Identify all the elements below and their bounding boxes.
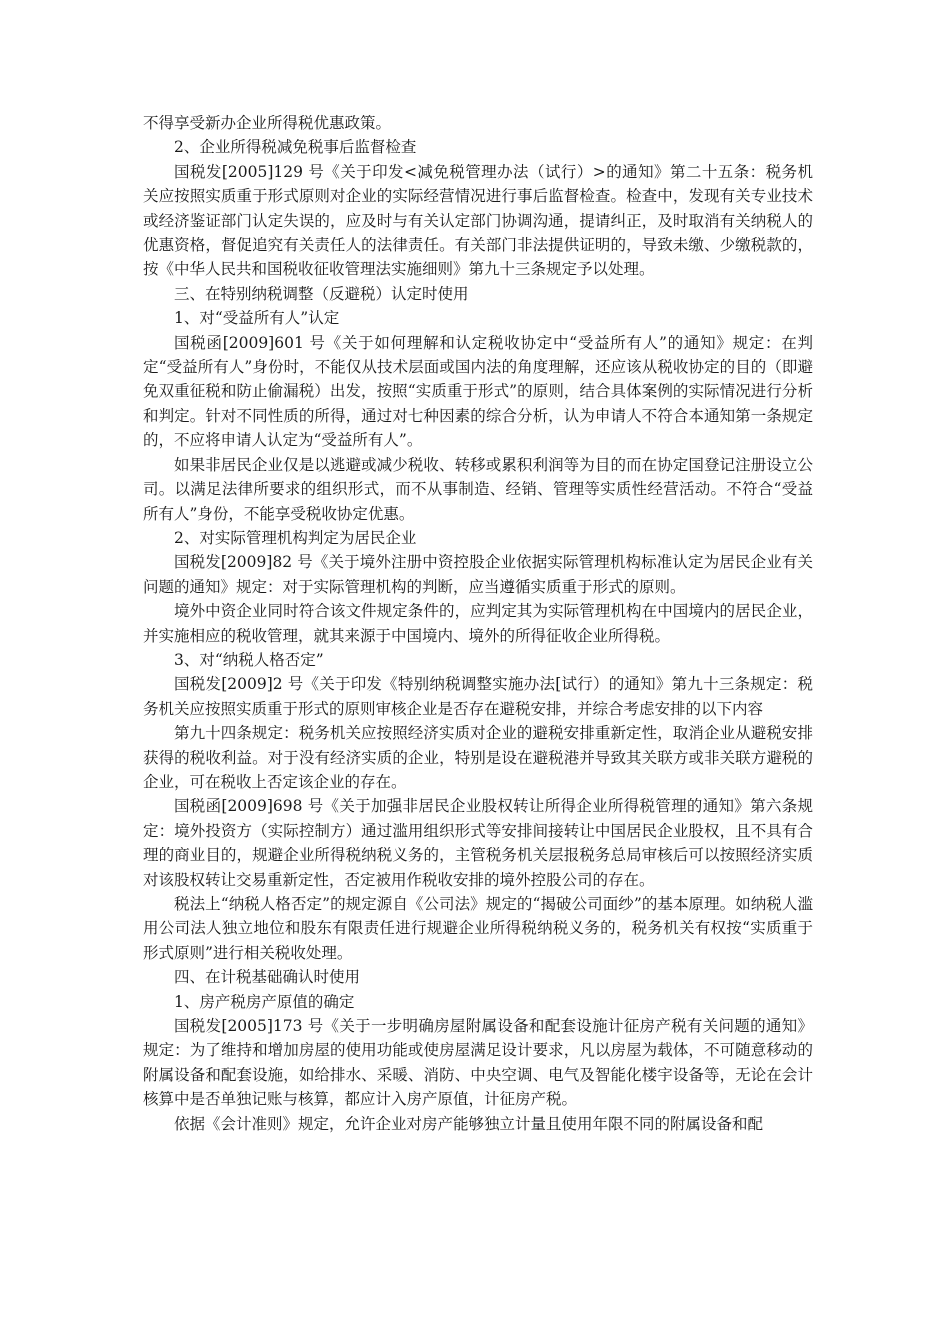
paragraph: 国税发[2005]173 号《关于一步明确房屋附属设备和配套设施计征房产税有关问题的通知》规定：为了维持和增加房屋的使用功能或使房屋满足设计要求，凡以房屋为载体，不可随意移动的附属设备和配套设施，如给排水、采暖、消防、中央空调、电气及智能化楼宇设备等，无论在会计核算中是否单独记账与核算，都应计入房产原值，计征房产税。 — [143, 1017, 813, 1109]
section-heading: 三、在特别纳税调整（反避税）认定时使用 — [174, 284, 469, 303]
section-heading: 1、房产税房产原值的确定 — [174, 992, 355, 1011]
paragraph: 国税发[2005]129 号《关于印发<减免税管理办法（试行）>的通知》第二十五条：税务机关应按照实质重于形式原则对企业的实际经营情况进行事后监督检查。检查中，发现有关专业技术或经济鉴证部门认定失误的，应及时与有关认定部门协调沟通，提请纠正，及时取消有关纳税人的优惠资格，督促追究有关责任人的法律责任。有关部门非法提供证明的，导致未缴、少缴税款的，按《中华人民共和国税收征收管理法实施细则》第九十三条规定予以处理。 — [143, 162, 813, 279]
paragraph: 国税函[2009]698 号《关于加强非居民企业股权转让所得企业所得税管理的通知》第六条规定：境外投资方（实际控制方）通过滥用组织形式等安排间接转让中国居民企业股权，且不具有合理的商业目的，规避企业所得税纳税义务的，主管税务机关层报税务总局审核后可以按照经济实质对该股权转让交易重新定性，否定被用作税收安排的境外控股公司的存在。 — [143, 797, 813, 889]
paragraph: 不得享受新办企业所得税优惠政策。 — [143, 114, 392, 132]
section-heading: 2、对实际管理机构判定为居民企业 — [174, 528, 417, 547]
paragraph: 国税函[2009]601 号《关于如何理解和认定税收协定中“受益所有人”的通知》规定：在判定“受益所有人”身份时，不能仅从技术层面或国内法的角度理解，还应该从税收协定的目的（即避免双重征税和防止偷漏税）出发，按照“实质重于形式”的原则，结合具体案例的实际情况进行分析和判定。针对不同性质的所得，通过对七种因素的综合分析，认为申请人不符合本通知第一条规定的，不应将申请人认定为“受益所有人”。 — [143, 333, 813, 450]
document-body — [143, 111, 813, 1136]
paragraph: 国税发[2009]2 号《关于印发《特别纳税调整实施办法[试行）的通知》第九十三条规定：税务机关应按照实质重于形式的原则审核企业是否存在避税安排，并综合考虑安排的以下内容 — [143, 675, 813, 718]
section-heading: 四、在计税基础确认时使用 — [174, 968, 361, 987]
section-heading: 1、对“受益所有人”认定 — [174, 309, 340, 328]
paragraph: 如果非居民企业仅是以逃避或减少税收、转移或累积利润等为目的而在协定国登记注册设立公司。以满足法律所要求的组织形式，而不从事制造、经销、管理等实质性经营活动。不符合“受益所有人”身份，不能享受税收协定优惠。 — [143, 455, 813, 523]
section-heading: 2、企业所得税减免税事后监督检查 — [174, 138, 417, 157]
section-heading: 3、对“纳税人格否定” — [174, 650, 324, 669]
paragraph: 国税发[2009]82 号《关于境外注册中资控股企业依据实际管理机构标准认定为居民企业有关问题的通知》规定：对于实际管理机构的判断，应当遵循实质重于形式的原则。 — [143, 553, 813, 596]
paragraph: 税法上“纳税人格否定”的规定源自《公司法》规定的“揭破公司面纱”的基本原理。如纳税人滥用公司法人独立地位和股东有限责任进行规避企业所得税纳税义务的，税务机关有权按“实质重于形式原则”进行相关税收处理。 — [143, 895, 813, 962]
paragraph: 境外中资企业同时符合该文件规定条件的，应判定其为实际管理机构在中国境内的居民企业，并实施相应的税收管理，就其来源于中国境内、境外的所得征收企业所得税。 — [143, 602, 813, 645]
paragraph: 依据《会计准则》规定，允许企业对房产能够独立计量且使用年限不同的附属设备和配 — [174, 1114, 764, 1133]
paragraph: 第九十四条规定：税务机关应按照经济实质对企业的避税安排重新定性，取消企业从避税安排获得的税收利益。对于没有经济实质的企业，特别是设在避税港并导致其关联方或非关联方避税的企业，可在税收上否定该企业的存在。 — [143, 724, 813, 791]
